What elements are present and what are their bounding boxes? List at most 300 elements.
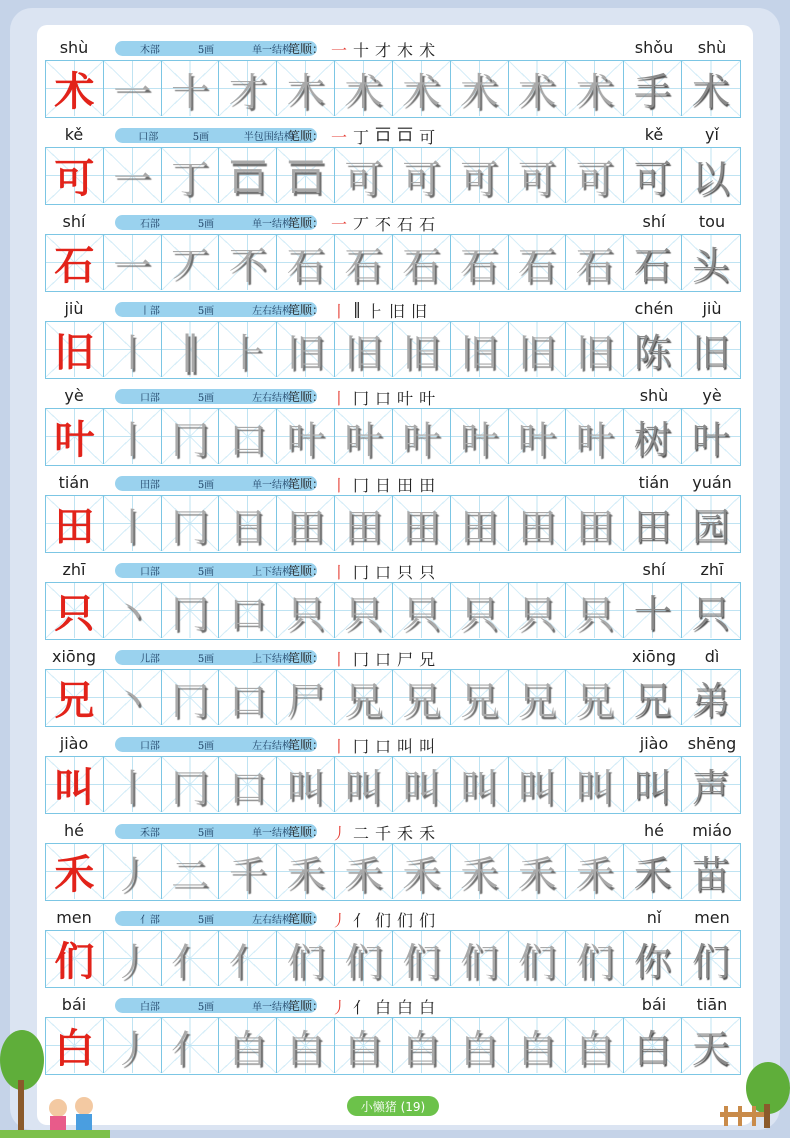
stroke-step: 叫 (419, 737, 436, 756)
stroke-step: 丨 (331, 302, 348, 321)
practice-cell: 田 (509, 496, 567, 551)
stroke-step: 禾 (419, 824, 436, 843)
stroke-step: 一 (331, 41, 348, 60)
badge-text: 5画 (197, 393, 215, 404)
practice-cell: 二 (162, 844, 220, 899)
practice-cell: 石 (509, 235, 567, 290)
badge-text: 禾部 (139, 828, 160, 839)
word-pinyin: zhī (700, 560, 724, 579)
stroke-order-label: 笔顺： (288, 42, 325, 56)
practice-cell: 田 (451, 496, 509, 551)
stroke-step: 丿 (331, 824, 348, 843)
stroke-step: 冂 (353, 737, 370, 756)
practice-cell: 丨 (104, 409, 162, 464)
stroke-step: 丨 (331, 563, 348, 582)
badge-text: 口部 (139, 567, 160, 578)
practice-cell: 术 (509, 61, 567, 116)
character-row (45, 647, 741, 734)
stroke-step: 只 (397, 563, 414, 582)
practice-cell: 石 (566, 235, 624, 290)
word-pinyin: men (694, 908, 730, 927)
word-character: 以 (682, 148, 740, 203)
practice-cell: 丿 (104, 931, 162, 986)
practice-cell: 只 (393, 583, 451, 638)
stroke-order-sequence (331, 386, 435, 406)
word-pinyin: jiào (639, 734, 669, 753)
stroke-order-label: 笔顺： (288, 477, 325, 491)
word-pinyin: shí (642, 560, 666, 579)
practice-cell: 冂 (162, 496, 220, 551)
practice-cell: 丿 (104, 844, 162, 899)
practice-cell: 禾 (451, 844, 509, 899)
character-pinyin: tián (58, 473, 90, 492)
practice-cell: 叫 (509, 757, 567, 812)
radical-stroke-structure-badge (115, 128, 317, 143)
badge-text: 5画 (197, 741, 215, 752)
stroke-order-label: 笔顺： (288, 564, 325, 578)
character-pinyin: men (56, 908, 92, 927)
word-character: 声 (682, 757, 740, 812)
practice-cell: 丶 (104, 670, 162, 725)
practice-cell: 𠮛 (277, 148, 335, 203)
practice-cell: 术 (451, 61, 509, 116)
stroke-step: 𠮛 (375, 125, 392, 144)
practice-cell: 叶 (335, 409, 393, 464)
practice-cell: 口 (219, 409, 277, 464)
tian-zi-grid (45, 60, 741, 118)
practice-cell: 兄 (451, 670, 509, 725)
main-character: 兄 (46, 670, 104, 725)
stroke-order-label: 笔顺： (288, 303, 325, 317)
practice-cell: 术 (335, 61, 393, 116)
word-pinyin: shù (639, 386, 669, 405)
word-pinyin: tou (698, 212, 726, 231)
badge-text: 亻部 (139, 915, 160, 926)
word-pinyin: jiù (702, 299, 722, 318)
practice-cell: 兄 (335, 670, 393, 725)
main-character: 白 (46, 1018, 104, 1073)
stroke-order-label: 笔顺： (288, 912, 325, 926)
character-row (45, 560, 741, 647)
stroke-step: 旧 (411, 302, 428, 321)
practice-cell: 冂 (162, 409, 220, 464)
practice-cell: 兄 (393, 670, 451, 725)
badge-text: 半包围结构 (243, 132, 294, 143)
word-character: 可 (624, 148, 682, 203)
radical-stroke-structure-badge (115, 215, 317, 230)
word-pinyin: chén (634, 299, 674, 318)
practice-cell: 们 (509, 931, 567, 986)
stroke-step: 丁 (353, 128, 370, 147)
word-pinyin: yǐ (705, 125, 719, 144)
practice-cell: 可 (335, 148, 393, 203)
word-pinyin: shí (642, 212, 666, 231)
word-pinyin: hé (644, 821, 664, 840)
word-character: 十 (624, 583, 682, 638)
stroke-step: 石 (419, 215, 436, 234)
practice-cell: 可 (451, 148, 509, 203)
word-character: 手 (624, 61, 682, 116)
practice-cell: 白 (451, 1018, 509, 1073)
badge-text: 上下结构 (252, 654, 293, 665)
practice-cell: 旧 (566, 322, 624, 377)
practice-cell: 只 (509, 583, 567, 638)
stroke-step: 冂 (353, 563, 370, 582)
stroke-step: 冂 (353, 650, 370, 669)
badge-text: 左右结构 (252, 306, 293, 317)
word-character: 天 (682, 1018, 740, 1073)
stroke-step: 亻 (353, 911, 370, 930)
practice-cell: 只 (277, 583, 335, 638)
main-character: 只 (46, 583, 104, 638)
stroke-step: ‖ (353, 299, 362, 318)
character-row (45, 821, 741, 908)
word-pinyin: shēng (687, 734, 737, 753)
practice-cell: 冂 (162, 583, 220, 638)
main-character: 可 (46, 148, 104, 203)
character-pinyin: zhī (62, 560, 86, 579)
stroke-order-sequence (331, 299, 427, 319)
radical-stroke-structure-badge (115, 389, 317, 404)
stroke-step: 旧 (389, 302, 406, 321)
practice-cell: 亻 (219, 931, 277, 986)
practice-cell: 旧 (451, 322, 509, 377)
practice-cell: 不 (219, 235, 277, 290)
word-pinyin: kě (644, 125, 664, 144)
main-character: 们 (46, 931, 104, 986)
badge-text: 5画 (197, 480, 215, 491)
word-pinyin: dì (704, 647, 720, 666)
practice-cell: 叫 (335, 757, 393, 812)
practice-cell: 丶 (104, 583, 162, 638)
badge-text: 5画 (197, 1002, 215, 1013)
badge-text: 木部 (139, 45, 160, 56)
practice-cell: 们 (393, 931, 451, 986)
word-pinyin: shù (697, 38, 727, 57)
character-pinyin: kě (64, 125, 84, 144)
practice-cell: 兄 (509, 670, 567, 725)
stroke-order-label: 笔顺： (288, 651, 325, 665)
practice-cell: 亻 (162, 1018, 220, 1073)
stroke-step: 石 (397, 215, 414, 234)
word-character: 旧 (682, 322, 740, 377)
word-character: 们 (682, 931, 740, 986)
word-character: 你 (624, 931, 682, 986)
character-row (45, 212, 741, 299)
practice-cell: 日 (219, 496, 277, 551)
stroke-order-sequence (331, 647, 435, 667)
main-character: 叶 (46, 409, 104, 464)
stroke-order-sequence (331, 125, 435, 145)
tree-fence-illustration (720, 1060, 790, 1130)
stroke-step: 亻 (353, 998, 370, 1017)
practice-cell: 可 (566, 148, 624, 203)
badge-text: 5画 (197, 45, 215, 56)
tian-zi-grid (45, 321, 741, 379)
practice-cell: 口 (219, 583, 277, 638)
stroke-step: 叶 (419, 389, 436, 408)
word-pinyin: tián (638, 473, 670, 492)
tian-zi-grid (45, 147, 741, 205)
practice-cell: 冂 (162, 757, 220, 812)
stroke-step: 田 (397, 476, 414, 495)
character-row (45, 386, 741, 473)
stroke-order-sequence (331, 38, 435, 58)
practice-cell: 石 (451, 235, 509, 290)
stroke-step: 冂 (353, 476, 370, 495)
tree-kids-illustration (0, 1020, 110, 1138)
practice-cell: 们 (277, 931, 335, 986)
practice-cell: 只 (566, 583, 624, 638)
practice-cell: 白 (393, 1018, 451, 1073)
practice-cell: 禾 (509, 844, 567, 899)
main-character: 石 (46, 235, 104, 290)
practice-cell: 可 (393, 148, 451, 203)
word-pinyin: nǐ (646, 908, 662, 927)
word-character: 园 (682, 496, 740, 551)
practice-cell: 𠮛 (219, 148, 277, 203)
practice-cell: 丨 (104, 496, 162, 551)
tian-zi-grid (45, 408, 741, 466)
stroke-step: 白 (375, 998, 392, 1017)
practice-cell: 旧 (393, 322, 451, 377)
stroke-step: 尸 (397, 650, 414, 669)
word-character: 叫 (624, 757, 682, 812)
practice-cell: 田 (566, 496, 624, 551)
practice-cell: 一 (104, 235, 162, 290)
practice-cell: 木 (277, 61, 335, 116)
tian-zi-grid (45, 669, 741, 727)
stroke-order-label: 笔顺： (288, 129, 325, 143)
stroke-step: 丨 (331, 737, 348, 756)
stroke-step: 田 (419, 476, 436, 495)
badge-text: 左右结构 (252, 393, 293, 404)
stroke-order-sequence (331, 473, 435, 493)
practice-cell: 田 (277, 496, 335, 551)
word-pinyin: yè (702, 386, 722, 405)
word-character: 只 (682, 583, 740, 638)
stroke-step: 一 (331, 215, 348, 234)
badge-text: 上下结构 (252, 567, 293, 578)
stroke-order-sequence (331, 212, 435, 232)
badge-text: 5画 (197, 828, 215, 839)
badge-text: 5画 (192, 132, 210, 143)
stroke-step: 冂 (353, 389, 370, 408)
practice-cell: 术 (566, 61, 624, 116)
practice-cell: 丿 (104, 1018, 162, 1073)
word-character: 陈 (624, 322, 682, 377)
practice-cell: 只 (335, 583, 393, 638)
stroke-order-label: 笔顺： (288, 738, 325, 752)
main-character: 禾 (46, 844, 104, 899)
character-row (45, 995, 741, 1082)
stroke-step: 日 (375, 476, 392, 495)
practice-cell: 一 (104, 148, 162, 203)
stroke-step: 丨 (331, 650, 348, 669)
badge-text: 儿部 (139, 654, 160, 665)
stroke-step: ⺊ (367, 302, 384, 321)
tian-zi-grid (45, 495, 741, 553)
stroke-step: 口 (375, 650, 392, 669)
practice-cell: 禾 (277, 844, 335, 899)
practice-cell: 丆 (162, 235, 220, 290)
practice-cell: 旧 (509, 322, 567, 377)
practice-cell: 们 (335, 931, 393, 986)
word-pinyin: bái (641, 995, 667, 1014)
badge-text: 口部 (138, 132, 159, 143)
word-character: 弟 (682, 670, 740, 725)
stroke-step: 们 (419, 911, 436, 930)
stroke-step: 们 (375, 911, 392, 930)
stroke-order-sequence (331, 734, 435, 754)
stroke-step: 白 (397, 998, 414, 1017)
badge-text: 5画 (197, 654, 215, 665)
badge-text: 丨部 (139, 306, 160, 317)
word-character: 头 (682, 235, 740, 290)
word-character: 树 (624, 409, 682, 464)
stroke-order-label: 笔顺： (288, 390, 325, 404)
stroke-step: 丿 (331, 911, 348, 930)
practice-cell: 口 (219, 670, 277, 725)
practice-cell: 白 (566, 1018, 624, 1073)
practice-cell: 叶 (566, 409, 624, 464)
radical-stroke-structure-badge (115, 563, 317, 578)
practice-cell: 叶 (509, 409, 567, 464)
stroke-step: 们 (397, 911, 414, 930)
badge-text: 单一结构 (252, 1002, 293, 1013)
practice-cell: 十 (162, 61, 220, 116)
practice-cell: 叶 (451, 409, 509, 464)
stroke-step: 只 (419, 563, 436, 582)
stroke-step: 二 (353, 824, 370, 843)
main-character: 田 (46, 496, 104, 551)
character-row (45, 734, 741, 821)
word-character: 禾 (624, 844, 682, 899)
badge-text: 口部 (139, 741, 160, 752)
practice-cell: 千 (219, 844, 277, 899)
radical-stroke-structure-badge (115, 911, 317, 926)
stroke-step: 丨 (331, 389, 348, 408)
stroke-step: 丨 (331, 476, 348, 495)
practice-cell: 丁 (162, 148, 220, 203)
stroke-step: 口 (375, 389, 392, 408)
character-pinyin: jiù (64, 299, 84, 318)
stroke-step: 白 (419, 998, 436, 1017)
tian-zi-grid (45, 756, 741, 814)
character-row (45, 299, 741, 386)
stroke-step: 千 (375, 824, 392, 843)
badge-text: 田部 (139, 480, 160, 491)
word-pinyin: xiōng (632, 647, 676, 666)
character-row (45, 38, 741, 125)
stroke-step: 兄 (419, 650, 436, 669)
practice-cell: 白 (335, 1018, 393, 1073)
stroke-step: 一 (331, 128, 348, 147)
badge-text: 单一结构 (252, 480, 293, 491)
practice-cell: 叫 (393, 757, 451, 812)
radical-stroke-structure-badge (115, 476, 317, 491)
practice-cell: 丨 (104, 322, 162, 377)
practice-cell: 只 (451, 583, 509, 638)
practice-cell: 们 (566, 931, 624, 986)
character-row (45, 125, 741, 212)
radical-stroke-structure-badge (115, 824, 317, 839)
practice-cell: 白 (219, 1018, 277, 1073)
character-row (45, 473, 741, 560)
practice-cell: 叫 (451, 757, 509, 812)
stroke-step: 口 (375, 737, 392, 756)
stroke-step: 叫 (397, 737, 414, 756)
practice-cell: 田 (335, 496, 393, 551)
practice-cell: 禾 (335, 844, 393, 899)
practice-cell: 叫 (277, 757, 335, 812)
practice-cell: 旧 (335, 322, 393, 377)
stroke-order-sequence (331, 908, 435, 928)
practice-cell: 可 (509, 148, 567, 203)
main-character: 术 (46, 61, 104, 116)
practice-cell: 丨 (104, 757, 162, 812)
stroke-step: 口 (375, 563, 392, 582)
practice-cell: 白 (277, 1018, 335, 1073)
word-pinyin: shǒu (634, 38, 674, 57)
practice-cell: 石 (393, 235, 451, 290)
practice-cell: 叫 (566, 757, 624, 812)
word-character: 石 (624, 235, 682, 290)
radical-stroke-structure-badge (115, 650, 317, 665)
stroke-step: 木 (397, 41, 414, 60)
badge-text: 单一结构 (252, 828, 293, 839)
tian-zi-grid (45, 843, 741, 901)
stroke-order-label: 笔顺： (288, 825, 325, 839)
practice-cell: 禾 (393, 844, 451, 899)
stroke-order-sequence (331, 560, 435, 580)
page-footer-badge: 小懒猪 (19) (347, 1096, 439, 1116)
word-character: 兄 (624, 670, 682, 725)
badge-text: 单一结构 (252, 45, 293, 56)
character-pinyin: shù (59, 38, 89, 57)
badge-text: 5画 (197, 219, 215, 230)
stroke-step: 术 (419, 41, 436, 60)
badge-text: 左右结构 (252, 915, 293, 926)
practice-cell: 尸 (277, 670, 335, 725)
character-pinyin: xiōng (52, 647, 96, 666)
stroke-step: 𠮛 (397, 125, 414, 144)
character-row (45, 908, 741, 995)
character-pinyin: jiào (59, 734, 89, 753)
badge-text: 口部 (139, 393, 160, 404)
character-pinyin: shí (62, 212, 86, 231)
main-character: 旧 (46, 322, 104, 377)
tian-zi-grid (45, 930, 741, 988)
word-pinyin: tiān (696, 995, 728, 1014)
practice-cell: 们 (451, 931, 509, 986)
practice-cell: 旧 (277, 322, 335, 377)
stroke-order-label: 笔顺： (288, 999, 325, 1013)
practice-cell: 亻 (162, 931, 220, 986)
practice-cell: 叶 (393, 409, 451, 464)
word-pinyin: yuán (692, 473, 732, 492)
stroke-order-sequence (331, 821, 435, 841)
practice-cell: 兄 (566, 670, 624, 725)
practice-cell: 口 (219, 757, 277, 812)
stroke-order-label: 笔顺： (288, 216, 325, 230)
stroke-step: 丿 (331, 998, 348, 1017)
practice-cell: 石 (335, 235, 393, 290)
badge-text: 5画 (197, 306, 215, 317)
practice-cell: 一 (104, 61, 162, 116)
radical-stroke-structure-badge (115, 737, 317, 752)
practice-cell: 石 (277, 235, 335, 290)
